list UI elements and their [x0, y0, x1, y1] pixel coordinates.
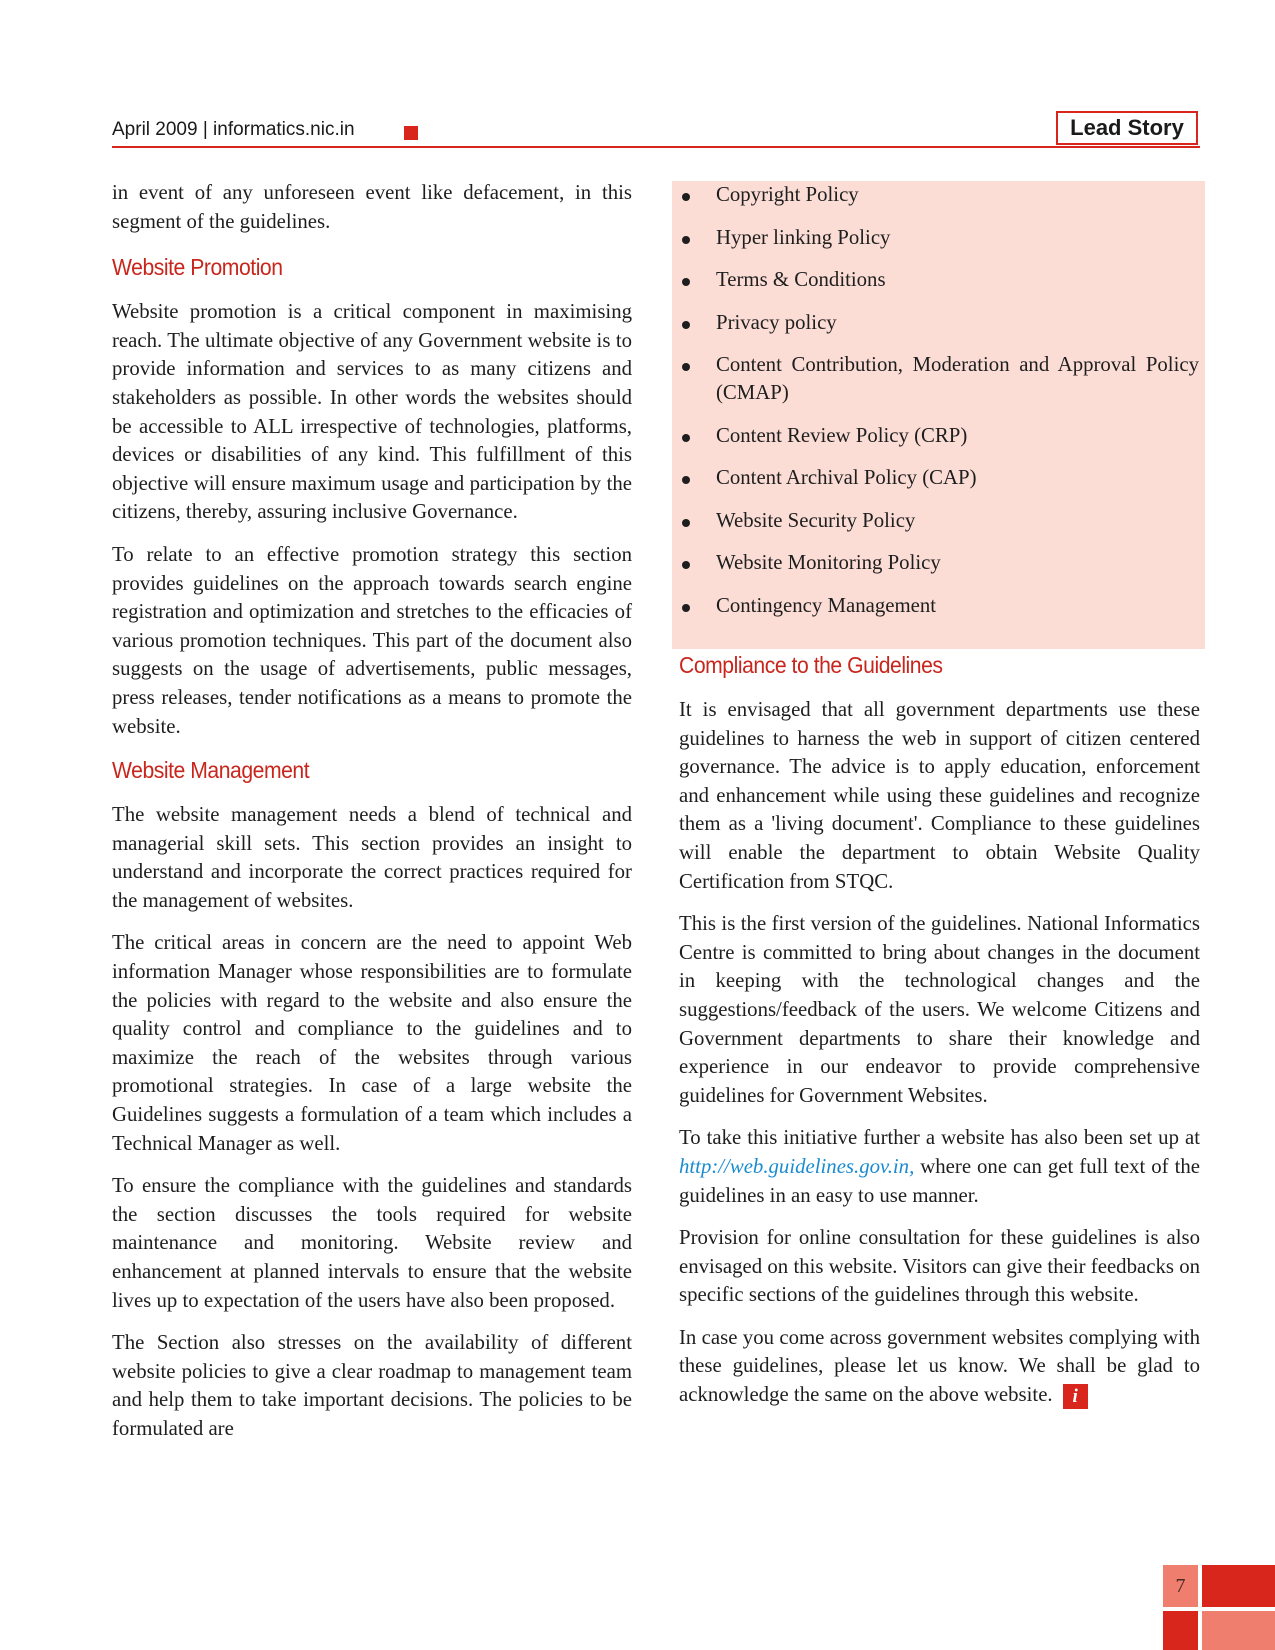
- bullet-icon: [682, 236, 690, 244]
- compliance-paragraph-4: Provision for online consultation for these guidelines is also envisaged on this website. Visitors can give their feedbacks on specific sections of the guidelines through this website.: [679, 1226, 1200, 1307]
- policy-label: Privacy policy: [716, 310, 837, 334]
- policy-list-item: [672, 351, 1199, 407]
- guidelines-website-link[interactable]: http://web.guidelines.gov.in,: [679, 1154, 915, 1178]
- policy-list-item: [672, 266, 1199, 294]
- bullet-icon: [682, 434, 690, 442]
- compliance-paragraph-3-start: To take this initiative further a website has also been set up at: [679, 1126, 1200, 1150]
- bullet-icon: [682, 604, 690, 612]
- bullet-icon: [682, 561, 690, 569]
- policy-list-box: [672, 181, 1205, 649]
- policy-label: Hyper linking Policy: [716, 225, 891, 249]
- management-paragraph-2: The critical areas in concern are the need to appoint Web information Manager whose responsibilities are to formulate the policies with regard to the website and also ensure the quality control and compliance to the guidelines and to maximize the reach of the websites through various promotional strategies. In case of a large website the Guidelines suggests a formulation of a team which includes a Technical Manager as well.: [112, 931, 632, 1155]
- left-column: [112, 179, 632, 1458]
- policy-list-item: [672, 181, 1199, 209]
- info-end-icon: i: [1063, 1384, 1088, 1409]
- footer-corner-block: [1202, 1565, 1275, 1607]
- policy-label: Content Contribution, Moderation and Approval Policy (CMAP): [716, 353, 1199, 404]
- right-column: [679, 650, 1200, 1424]
- policy-list-item: [672, 592, 1199, 620]
- policy-label: Content Review Policy (CRP): [716, 423, 968, 447]
- bullet-icon: [682, 321, 690, 329]
- compliance-paragraph-5-text: In case you come across government websites complying with these guidelines, please let us know. We shall be glad to acknowledge the same on the above website.: [679, 1325, 1200, 1407]
- policy-label: Contingency Management: [716, 593, 937, 617]
- section-label: Lead Story: [1070, 115, 1184, 140]
- footer-corner-block-small: [1163, 1611, 1198, 1650]
- policy-label: Terms & Conditions: [716, 268, 886, 291]
- bullet-icon: [682, 363, 690, 371]
- policy-label: Website Monitoring Policy: [716, 551, 941, 574]
- website-promotion-heading: Website Promotion: [112, 254, 283, 281]
- footer-corner-block-lower: [1202, 1611, 1275, 1650]
- policy-label: Copyright Policy: [716, 183, 859, 206]
- compliance-heading: Compliance to the Guidelines: [679, 652, 943, 678]
- policy-list-item: [672, 224, 1199, 252]
- website-management-heading: Website Management: [112, 757, 310, 784]
- bullet-icon: [682, 476, 690, 484]
- compliance-paragraph-5: [679, 1324, 1200, 1410]
- management-paragraph-4: The Section also stresses on the availability of different website policies to give a clear roadmap to management team and help them to take important decisions. The policies to be formulated are: [112, 1331, 632, 1440]
- page-number: 7: [1163, 1565, 1198, 1607]
- policy-label: Content Archival Policy (CAP): [716, 466, 977, 489]
- section-label-box: [1056, 111, 1198, 145]
- compliance-paragraph-3-end: where one can get full text of the guidelines in an easy to use manner.: [679, 1154, 1200, 1207]
- bullet-icon: [682, 193, 690, 201]
- policy-list-item: [672, 507, 1199, 535]
- compliance-paragraph-3: [679, 1124, 1200, 1210]
- header-rule: [112, 146, 1200, 148]
- policy-label: Website Security Policy: [716, 508, 916, 532]
- bullet-icon: [682, 278, 690, 286]
- promotion-paragraph-1: Website promotion is a critical component in maximising reach. The ultimate objective of any Government website is to provide information and services to as many citizens and stakeholders as possible. In other words the websites should be accessible to ALL irrespective of technologies, platforms, devices or disabilities of any kind. This fulfillment of this objective will ensure maximum usage and participation by the citizens, thereby, assuring inclusive Governance.: [112, 300, 632, 524]
- header-red-square: [404, 126, 418, 140]
- header-publication-info: April 2009 | informatics.nic.in: [112, 119, 355, 140]
- compliance-paragraph-1: It is envisaged that all government departments use these guidelines to harness the web in support of citizen centered governance. The advice is to apply education, enforcement and enhancement while using these guidelines and recognize them as a 'living document'. Compliance to these guidelines will enable the department to obtain Website Quality Certification from STQC.: [679, 698, 1200, 893]
- policy-list-item: [672, 422, 1199, 450]
- compliance-paragraph-2: This is the first version of the guidelines. National Informatics Centre is committed to bring about changes in the document in keeping with the technological changes and the suggestions/feedback of the users. We welcome Citizens and Government departments to share their knowledge and experience in our endeavor to provide comprehensive guidelines for Government Websites.: [679, 912, 1200, 1107]
- intro-paragraph: in event of any unforeseen event like defacement, in this segment of the guidelines.: [112, 181, 632, 233]
- policy-list: [672, 181, 1205, 620]
- bullet-icon: [682, 519, 690, 527]
- management-paragraph-3: To ensure the compliance with the guidelines and standards the section discusses the tools required for website maintenance and monitoring. Website review and enhancement at planned intervals to ensure that the website lives up to expectation of the users have also been proposed.: [112, 1174, 632, 1312]
- management-paragraph-1: The website management needs a blend of technical and managerial skill sets. This section provides an insight to understand and incorporate the correct practices required for the management of websites.: [112, 803, 632, 912]
- policy-list-item: [672, 549, 1199, 577]
- policy-list-item: [672, 309, 1199, 337]
- policy-list-item: [672, 464, 1199, 492]
- promotion-paragraph-2: To relate to an effective promotion strategy this section provides guidelines on the approach towards search engine registration and optimization and stretches to the efficacies of various promotion techniques. This part of the document also suggests on the usage of advertisements, public messages, press releases, tender notifications as a means to promote the website.: [112, 542, 632, 738]
